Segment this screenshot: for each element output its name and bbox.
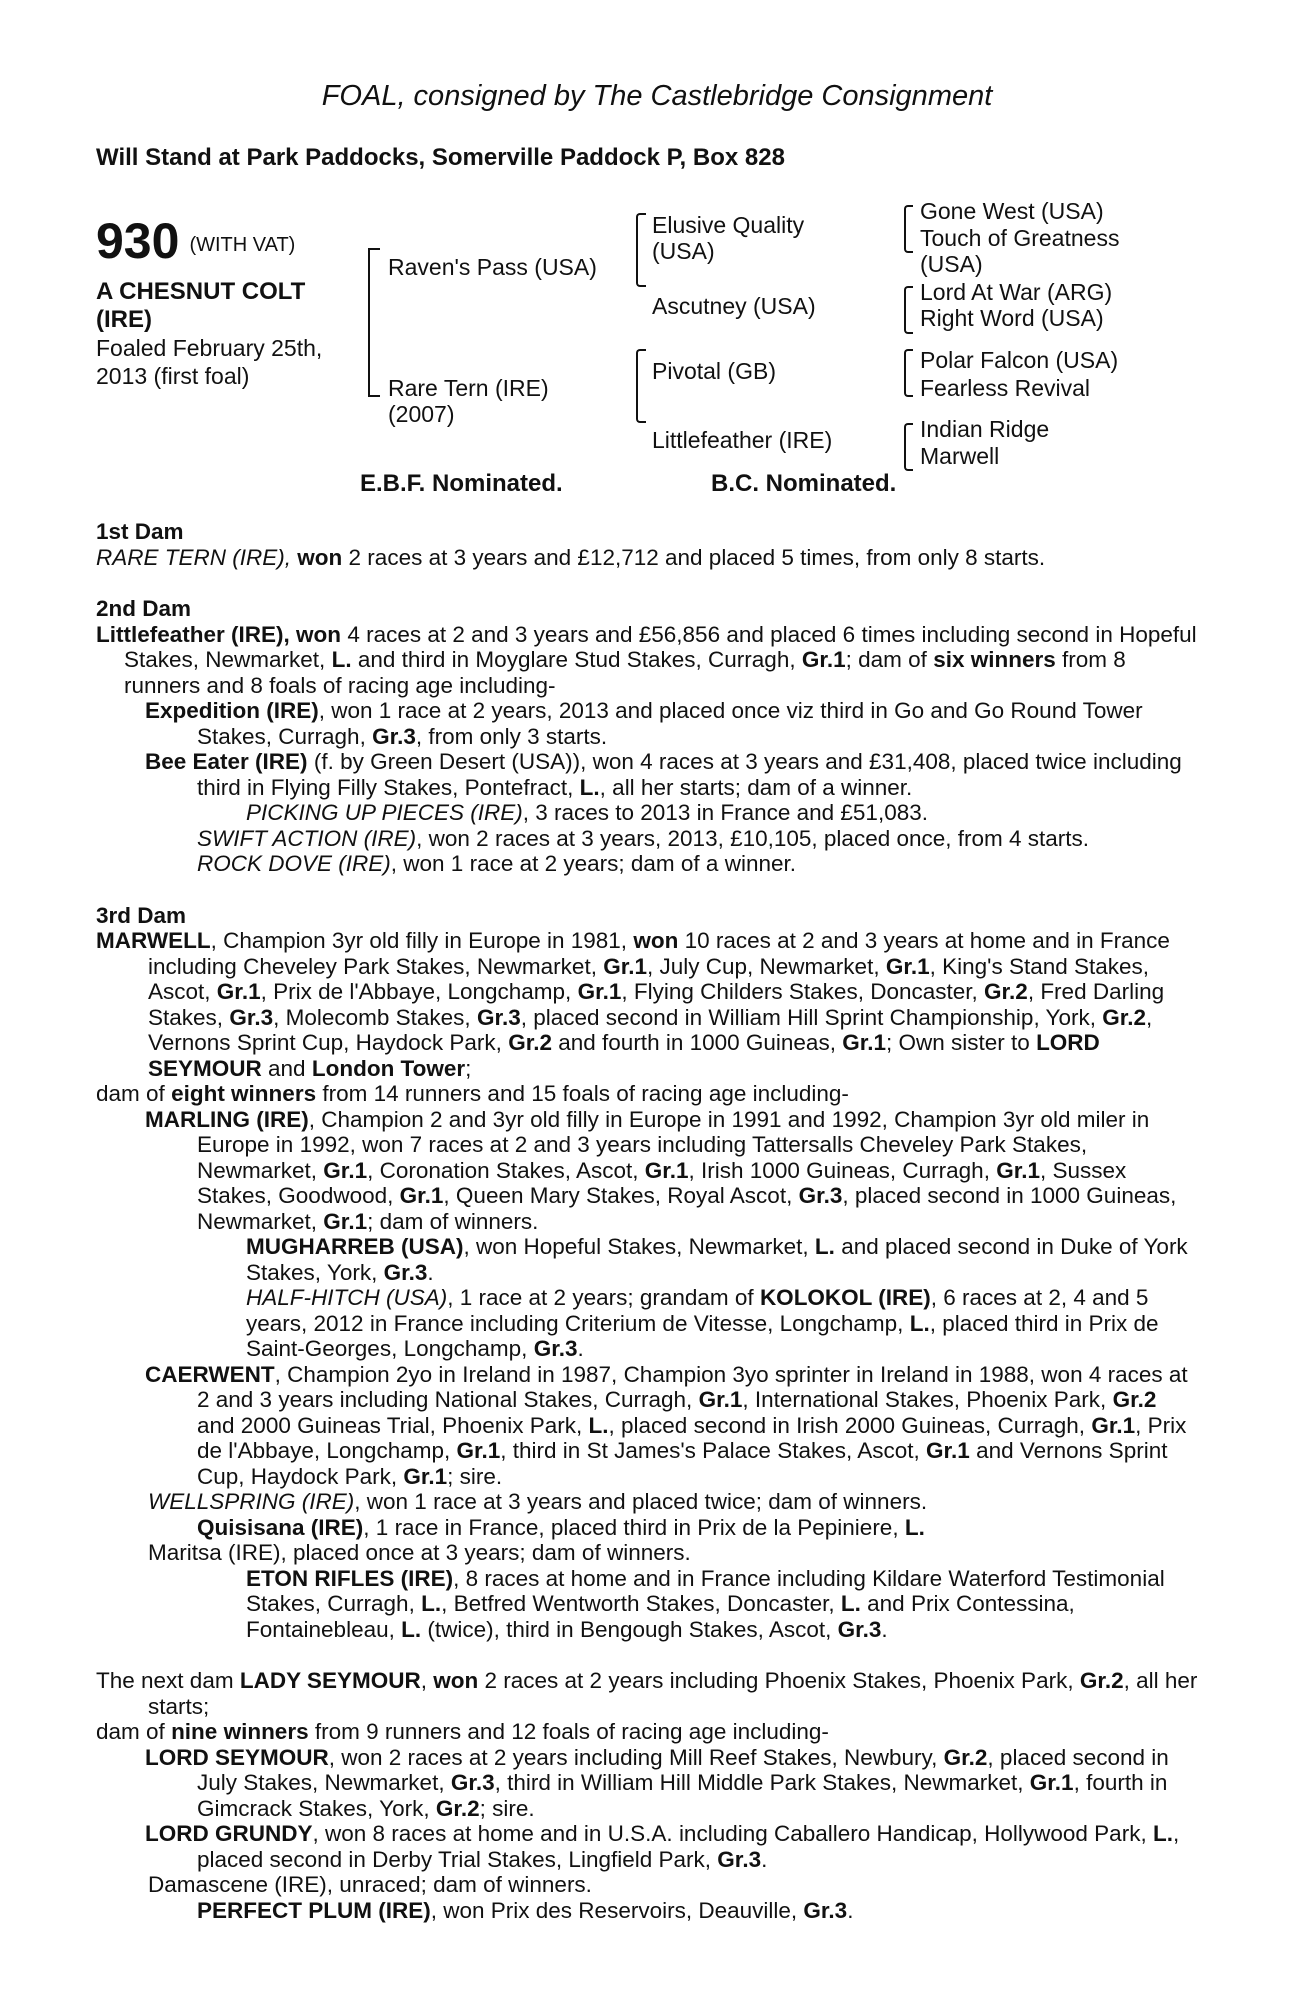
stand-location: Will Stand at Park Paddocks, Somerville Paddock P, Box 828 bbox=[96, 144, 785, 171]
lot-number: 930 bbox=[96, 213, 180, 269]
ggdam-3: Fearless Revival bbox=[920, 375, 1090, 401]
dam2-line: Littlefeather (IRE), won 4 races at 2 and 3 years and £56,856 and placed 6 times including second in Hopeful Stakes, Newmarket, L. and third in Moyglare Stud Stakes, Curragh, Gr.1; dam of six winners from 8 runners and 8 foals of racing age including- bbox=[96, 621, 1197, 698]
lot-description: A CHESNUT COLT (IRE) bbox=[96, 278, 306, 333]
produce-bee-eater: Bee Eater (IRE) (f. by Green Desert (USA)), won 4 races at 3 years and £31,408, placed twice including third in Flying Filly Stakes, Pontefract, L., all her starts; dam of a winner. bbox=[145, 749, 1182, 800]
bc-nominated: B.C. Nominated. bbox=[711, 470, 897, 497]
produce-expedition: Expedition (IRE), won 1 race at 2 years, 2013 and placed once viz third in Go and Go Round Tower Stakes, Curragh, Gr.3, from only 3 starts. bbox=[145, 698, 1143, 749]
bracket-g2 bbox=[904, 286, 913, 334]
produce-wellspring: WELLSPRING (IRE), won 1 race at 3 years and placed twice; dam of winners. bbox=[148, 1489, 928, 1514]
lot-number-row bbox=[96, 213, 295, 273]
dam: Rare Tern (IRE) (2007) bbox=[388, 375, 549, 427]
sire: Raven's Pass (USA) bbox=[388, 254, 597, 280]
dam-dam: Littlefeather (IRE) bbox=[652, 427, 833, 453]
produce-swift-action: SWIFT ACTION (IRE), won 2 races at 3 years, 2013, £10,105, placed once, from 4 starts. bbox=[197, 825, 1090, 851]
foaled-date: Foaled February 25th, 2013 (first foal) bbox=[96, 335, 323, 389]
ggdam-2: Right Word (USA) bbox=[920, 305, 1104, 331]
dam1-line: RARE TERN (IRE), won 2 races at 3 years and £12,712 and placed 5 times, from only 8 starts. bbox=[96, 544, 1046, 570]
page-title: FOAL, consigned by The Castlebridge Consignment bbox=[321, 80, 993, 112]
bracket-sire-line bbox=[636, 213, 646, 287]
dam3-dam-of: dam of eight winners from 14 runners and 15 foals of racing age including- bbox=[96, 1081, 849, 1106]
bracket-dam-line bbox=[636, 349, 646, 423]
sire-dam: Ascutney (USA) bbox=[652, 293, 816, 319]
ggsire-4: Indian Ridge bbox=[920, 416, 1050, 442]
ggdam-1: Touch of Greatness (USA) bbox=[920, 225, 1120, 277]
heading-1st-dam: 1st Dam bbox=[96, 519, 184, 544]
produce-mugharreb: MUGHARREB (USA), won Hopeful Stakes, Newmarket, L. and placed second in Duke of York Stakes, York, Gr.3. bbox=[246, 1234, 1188, 1285]
ggsire-2: Lord At War (ARG) bbox=[920, 279, 1113, 305]
next-dam-lady-seymour: The next dam LADY SEYMOUR, won 2 races at 2 years including Phoenix Stakes, Phoenix Park, Gr.2, all her starts; bbox=[96, 1668, 1198, 1719]
produce-perfect-plum: PERFECT PLUM (IRE), won Prix des Reservoirs, Deauville, Gr.3. bbox=[197, 1897, 854, 1923]
produce-quisisana: Quisisana (IRE), 1 race in France, placed third in Prix de la Pepiniere, L. bbox=[197, 1514, 925, 1540]
bracket-g4 bbox=[904, 423, 913, 471]
produce-eton-rifles: ETON RIFLES (IRE), 8 races at home and in France including Kildare Waterford Testimonial Stakes, Curragh, L., Betfred Wentworth Stakes, Doncaster, L. and Prix Contessina, Fontainebleau, L. (twice), third in Bengough Stakes, Ascot, Gr.3. bbox=[246, 1565, 1165, 1642]
bracket-g3 bbox=[904, 349, 913, 397]
dam-sire: Pivotal (GB) bbox=[652, 358, 776, 384]
ggsire-1: Gone West (USA) bbox=[920, 198, 1104, 224]
produce-maritsa: Maritsa (IRE), placed once at 3 years; dam of winners. bbox=[148, 1540, 691, 1565]
produce-picking-up-pieces: PICKING UP PIECES (IRE), 3 races to 2013 in France and £51,083. bbox=[246, 800, 928, 825]
produce-rock-dove: ROCK DOVE (IRE), won 1 race at 2 years; dam of a winner. bbox=[197, 851, 796, 876]
produce-lord-seymour: LORD SEYMOUR, won 2 races at 2 years including Mill Reef Stakes, Newbury, Gr.2, placed second in July Stakes, Newmarket, Gr.3, third in William Hill Middle Park Stakes, Newmarket, Gr.1, fourth in Gimcrack Stakes, York, Gr.2; sire. bbox=[145, 1744, 1169, 1821]
bracket-sire-dam bbox=[368, 248, 380, 397]
dam3-marwell: MARWELL, Champion 3yr old filly in Europe in 1981, won 10 races at 2 and 3 years at home and in France including Cheveley Park Stakes, Newmarket, Gr.1, July Cup, Newmarket, Gr.1, King's Stand Stakes, Ascot, Gr.1, Prix de l'Abbaye, Longchamp, Gr.1, Flying Childers Stakes, Doncaster, Gr.2, Fred Darling Stakes, Gr.3, Molecomb Stakes, Gr.3, placed second in William Hill Sprint Championship, York, Gr.2, Vernons Sprint Cup, Haydock Park, Gr.2 and fourth in 1000 Guineas, Gr.1; Own sister to LORD SEYMOUR and London Tower; bbox=[96, 928, 1170, 1081]
produce-half-hitch: HALF-HITCH (USA), 1 race at 2 years; grandam of KOLOKOL (IRE), 6 races at 2, 4 and 5 years, 2012 in France including Criterium de Vitesse, Longchamp, L., placed third in Prix de Saint-Georges, Longchamp, Gr.3. bbox=[246, 1285, 1159, 1361]
sire-sire: Elusive Quality (USA) bbox=[652, 212, 805, 264]
next-dam-of: dam of nine winners from 9 runners and 12 foals of racing age including- bbox=[96, 1719, 829, 1744]
produce-damascene: Damascene (IRE), unraced; dam of winners. bbox=[148, 1872, 592, 1897]
produce-lord-grundy: LORD GRUNDY, won 8 races at home and in U.S.A. including Caballero Handicap, Hollywood Park, L., placed second in Derby Trial Stakes, Lingfield Park, Gr.3. bbox=[145, 1821, 1180, 1872]
ebf-nominated: E.B.F. Nominated. bbox=[360, 470, 563, 497]
heading-2nd-dam: 2nd Dam bbox=[96, 596, 192, 621]
produce-marling: MARLING (IRE), Champion 2 and 3yr old filly in Europe in 1991 and 1992, Champion 3yr old miler in Europe in 1992, won 7 races at 2 and 3 years including Tattersalls Cheveley Park Stakes, Newmarket, Gr.1, Coronation Stakes, Ascot, Gr.1, Irish 1000 Guineas, Curragh, Gr.1, Sussex Stakes, Goodwood, Gr.1, Queen Mary Stakes, Royal Ascot, Gr.3, placed second in 1000 Guineas, Newmarket, Gr.1; dam of winners. bbox=[145, 1106, 1177, 1234]
produce-caerwent: CAERWENT, Champion 2yo in Ireland in 1987, Champion 3yo sprinter in Ireland in 1988, won 4 races at 2 and 3 years including National Stakes, Curragh, Gr.1, International Stakes, Phoenix Park, Gr.2 and 2000 Guineas Trial, Phoenix Park, L., placed second in Irish 2000 Guineas, Curragh, Gr.1, Prix de l'Abbaye, Longchamp, Gr.1, third in St James's Palace Stakes, Ascot, Gr.1 and Vernons Sprint Cup, Haydock Park, Gr.1; sire. bbox=[145, 1361, 1188, 1489]
heading-3rd-dam: 3rd Dam bbox=[96, 902, 187, 928]
produce-record bbox=[96, 519, 1200, 1923]
ggsire-3: Polar Falcon (USA) bbox=[920, 347, 1119, 373]
ggdam-4: Marwell bbox=[920, 443, 1000, 469]
bracket-g1 bbox=[904, 205, 913, 253]
vat-label: (WITH VAT) bbox=[189, 233, 296, 256]
